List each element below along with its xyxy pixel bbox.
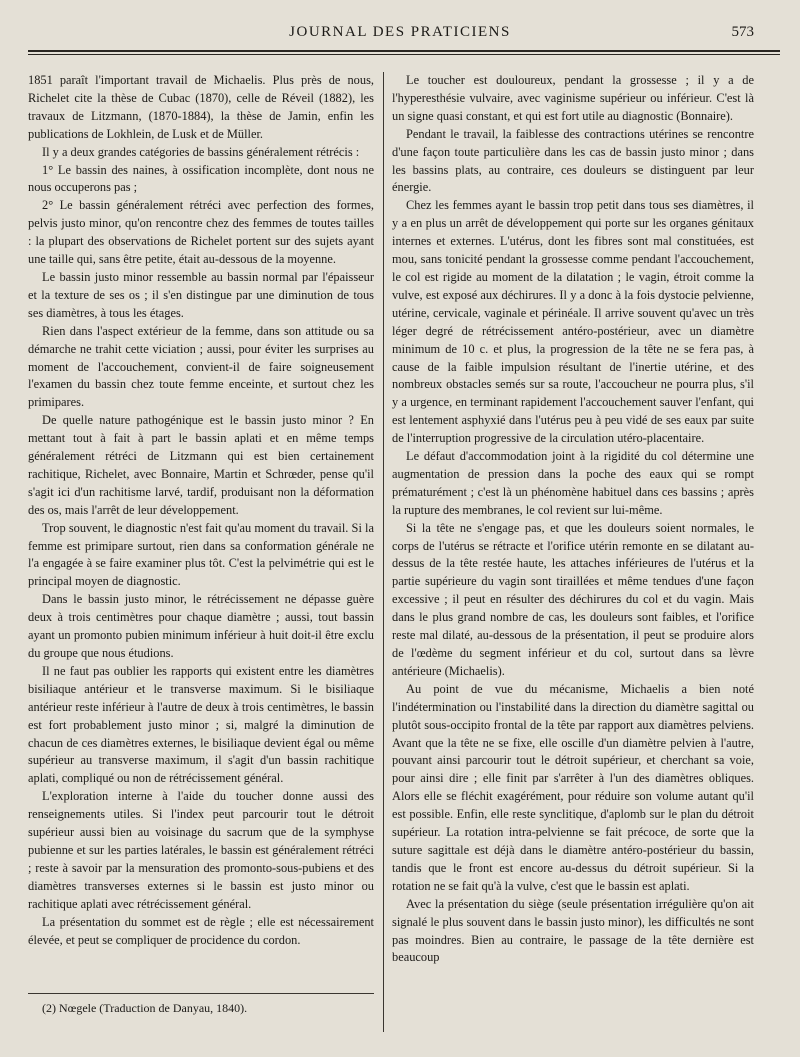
paragraph: Le défaut d'accommodation joint à la rigidité du col détermine une augmentation de pression dans la poche des eaux qui se rompt prématurément ; c'est là un phénomène habituel dans ces bassins ; après la rupture des membranes, le col revient sur lui-même. <box>392 449 754 517</box>
paragraph: Pendant le travail, la faiblesse des contractions utérines se rencontre d'une façon toute particulière dans les cas de bassin justo minor ; dans les bassins plats, au contraire, ces douleurs se distinguent par leur énergie. <box>392 126 754 195</box>
left-column <box>28 72 374 949</box>
paragraph: Trop souvent, le diagnostic n'est fait qu'au moment du travail. Si la femme est primipare surtout, rien dans sa conformation générale ne l'a engagée à se faire examiner plus tôt. C'est la pelvimétrie qui est le principal moyen de diagnostic. <box>28 520 374 589</box>
paragraph: Si la tête ne s'engage pas, et que les douleurs soient normales, le corps de l'utérus se rétracte et l'orifice utérin remonte en se dilatant au-dessus de la tête restée haute, les attaches inférieures de l'utérus et la partie supérieure du vagin sont tiraillées et même tendues d'une façon excessive ; il peut en résulter des déchirures du col et du vagin. Mais dans le plus grand nombre de cas, les douleurs sont faibles, et l'orifice reste mal dilaté, au-dessous de la présentation, il peut se produire alors de l'œdème du segment inférieur et du col, surtout dans sa lèvre antérieure (Michaelis). <box>392 520 754 678</box>
paragraph: Il ne faut pas oublier les rapports qui existent entre les diamètres bisiliaque antérieur et le transverse maximum. Si le bisiliaque antérieur reste inférieur à l'autre de deux à trois centimètres, le bassin est fort probablement justo minor ; si, malgré la diminution de chacun de ces diamètres externes, le bisiliaque devient égal ou même supérieur au transverse maximum, il s'agit d'un bassin rachitique aplati, compliqué ou non de rétrécissement général. <box>28 663 374 786</box>
page-number: 573 <box>731 24 754 40</box>
paragraph: Dans le bassin justo minor, le rétrécissement ne dépasse guère deux à trois centimètres pour chaque diamètre ; aussi, tout bassin ayant un promonto pubien minimum inférieur à huit doit-il être exclu du groupe que nous étudions. <box>28 592 374 660</box>
paragraph: Avec la présentation du siège (seule présentation irrégulière qu'on ait signalé le plus souvent dans le bassin justo minor), les difficultés ne sont pas moindres. Bien au contraire, le passage de la tête dernière est beaucoup <box>392 896 754 965</box>
paragraph: Rien dans l'aspect extérieur de la femme, dans son attitude ou sa démarche ne trahit cette viciation ; aussi, pour éviter les surprises au moment de l'accouchement, convient-il de faire soigneusement l'examen du bassin chez toute femme enceinte, et surtout chez les primipares. <box>28 323 374 410</box>
paragraph: Le toucher est douloureux, pendant la grossesse ; il y a de l'hyperesthésie vulvaire, avec vaginisme supérieur ou inférieur. C'est là un signe quasi constant, et qui est fort utile au diagnostic (Bonnaire). <box>392 73 754 123</box>
running-title: JOURNAL DES PRATICIENS <box>289 24 511 40</box>
paragraph: 2° Le bassin généralement rétréci avec perfection des formes, pelvis justo minor, qu'on rencontre chez des femmes de toutes tailles : la plupart des observations de Richelet portent sur des sujets ayant une taille qui, sans être petite, était au-dessous de la moyenne. <box>28 198 374 267</box>
paragraph: De quelle nature pathogénique est le bassin justo minor ? En mettant tout à fait à part le bassin aplati et en même temps généralement rétréci de Litzmann qui est bien certainement rachitique, Richelet, avec Bonnaire, Martin et Schrœder, pense qu'il s'agit ici d'un rachitisme larvé, tardif, produisant non la déformation des os, mais l'arrêt de leur développement. <box>28 413 374 517</box>
paragraph: L'exploration interne à l'aide du toucher donne aussi des renseignements utiles. Si l'index peut parcourir tout le détroit supérieur aussi bien au voisinage du sacrum que de la symphyse pubienne et sur les parties latérales, le bassin est généralement rétréci ; reste à savoir par la mensuration des promonto-sous-pubiens et des diamètres transverses externes si le bassin est justo minor ou rachitique aplati avec rétrécissement général. <box>28 789 374 911</box>
header-rule-thin <box>28 54 780 55</box>
paragraph: Chez les femmes ayant le bassin trop petit dans tous ses diamètres, il y a en plus un arrêt de développement qui porte sur les organes génitaux internes et externes. L'utérus, dont les fibres sont mal constituées, est mou, sans tonicité pendant la grossesse comme pendant l'accouchement, le col est rigide au moment de la dilatation ; le vagin, étroit comme la vulve, est exposé aux déchirures. Il y a donc à la fois dystocie pelvienne, utérine, cervicale, vaginale et périnéale. Il arrive souvent qu'avec un très léger degré de rétrécissement antéro-postérieur, avec un diamètre minimum de 10 c. et plus, la progression de la tête ne se fera pas, à cause de la faible impulsion résultant de l'inertie utérine, et des nombreux obstacles semés sur sa route, l'accoucheur ne pourra plus, s'il y a urgence, en terminant rapidement l'accouchement sauver l'enfant, qui est lentement asphyxié dans l'utérus peu à peu vidé de ses eaux par suite de l'interruption progressive de la circulation utéro-placentaire. <box>392 198 754 446</box>
paragraph: Au point de vue du mécanisme, Michaelis a bien noté l'indétermination ou l'instabilité dans la direction du diamètre sagittal ou plutôt sous-occipito frontal de la tête par rapport aux diamètres pelviens. Avant que la tête ne se fixe, elle oscille d'un diamètre pelvien à l'autre, pouvant ainsi parcourir tout le détroit supérieur, et cherchant sa voie, pour ainsi dire ; elle finit par s'arrêter à l'un des diamètres obliques. Alors elle se fléchit exagérément, pour réduire son volume autant qu'il est possible. Enfin, elle reste synclitique, d'aplomb sur le plan du détroit supérieur. La rotation intra-pelvienne se fait précoce, de sorte que la suture sagittale est déjà dans le diamètre antéro-postérieur du bassin, tandis que le front est encore au-dessus du détroit supérieur. Si la rotation ne se fait qu'à la vulve, c'est que le bassin est aplati. <box>392 681 754 893</box>
footnote-rule <box>28 993 374 994</box>
paragraph: 1851 paraît l'important travail de Michaelis. Plus près de nous, Richelet cite la thèse de Cubac (1870), celle de Réveil (1882), les travaux de Litzmann, (1870-1884), la thèse de Jamin, enfin les publications de Lokhlein, de Lusk et de Müller. <box>28 73 374 141</box>
right-column <box>392 72 754 967</box>
header-rule <box>28 50 780 52</box>
paragraph: Il y a deux grandes catégories de bassins généralement rétrécis : <box>42 144 360 159</box>
paragraph: 1° Le bassin des naines, à ossification incomplète, dont nous ne nous occuperons pas ; <box>28 162 374 195</box>
column-divider <box>383 72 384 1032</box>
paragraph: Le bassin justo minor ressemble au bassin normal par l'épaisseur et la texture de ses os ; il s'en distingue par une diminution de tous ses diamètres, à tous les étages. <box>28 269 374 320</box>
paragraph: La présentation du sommet est de règle ; elle est nécessairement élevée, et peut se compliquer de procidence du cordon. <box>28 914 374 947</box>
footnote: (2) Nœgele (Traduction de Danyau, 1840). <box>42 1001 248 1015</box>
